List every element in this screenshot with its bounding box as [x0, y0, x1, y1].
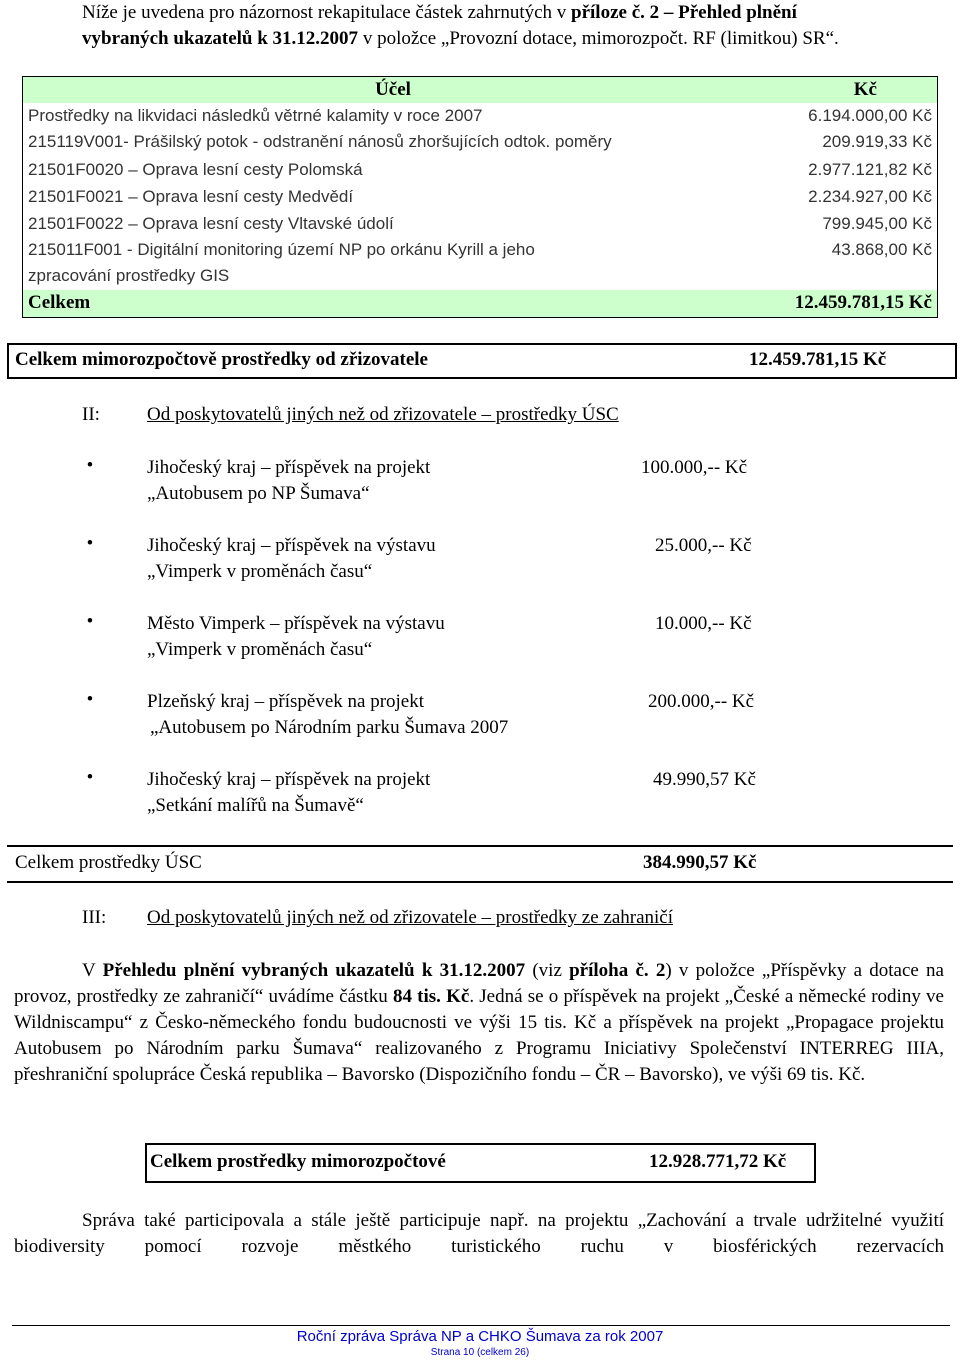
- usc-item-amount: 49.990,57 Kč: [653, 769, 756, 790]
- usc-item: [147, 533, 436, 585]
- usc-item-line2: „Autobusem po Národním parku Šumava 2007: [150, 717, 509, 738]
- usc-item-line1: Jihočeský kraj – příspěvek na projekt: [147, 769, 431, 790]
- summary-total-box: [145, 1143, 816, 1183]
- table-total-row: [23, 290, 937, 317]
- intro-line-2-text: v položce „Provozní dotace, mimorozpočt. RF (limitkou) SR“.: [358, 28, 839, 49]
- table-header-row: [23, 77, 937, 103]
- closing-paragraph: [14, 1208, 944, 1260]
- bullet: •: [86, 611, 94, 632]
- row-amount: 6.194.000,00 Kč: [808, 106, 932, 125]
- total-amount: 12.459.781,15 Kč: [794, 292, 932, 313]
- row-amount: 2.234.927,00 Kč: [808, 187, 932, 206]
- usc-item: [147, 767, 430, 819]
- row-purpose: 215119V001- Prášilský potok - odstranění nánosů zhoršujících odtok. poměry: [28, 132, 612, 151]
- usc-item-line2: „Vimperk v proměnách času“: [147, 561, 373, 582]
- row-purpose: 21501F0021 – Oprava lesní cesty Medvědí: [28, 187, 354, 206]
- bullet: •: [86, 689, 94, 710]
- row-amount: 209.919,33 Kč: [822, 132, 932, 151]
- intro-line-1-bold: příloze č. 2 – Přehled plnění: [571, 2, 797, 23]
- usc-total-box: [7, 845, 953, 883]
- intro-line-2-bold: vybraných ukazatelů k 31.12.2007: [82, 28, 359, 49]
- usc-item-amount: 10.000,-- Kč: [655, 613, 752, 634]
- header-purpose: Účel: [375, 79, 411, 100]
- foreign-funds-paragraph: [14, 958, 944, 1088]
- usc-item-amount: 200.000,-- Kč: [648, 691, 755, 712]
- intro-line-1-text: Níže je uvedena pro názornost rekapitulace částek zahrnutých v: [82, 2, 572, 23]
- row-purpose: 21501F0022 – Oprava lesní cesty Vltavské údolí: [28, 214, 394, 233]
- usc-item-line1: Jihočeský kraj – příspěvek na výstavu: [147, 535, 436, 556]
- row-amount: 2.977.121,82 Kč: [808, 160, 932, 179]
- usc-total-amount: 384.990,57 Kč: [643, 852, 757, 873]
- footer-page-number: Strana 10 (celkem 26): [430, 1347, 530, 1358]
- row-purpose: 215011F001 - Digitální monitoring území NP po orkánu Kyrill a jeho: [28, 240, 535, 259]
- usc-item: [147, 689, 508, 741]
- summary-founder-label: Celkem mimorozpočtově prostředky od zřizovatele: [15, 349, 428, 370]
- usc-item-amount: 25.000,-- Kč: [655, 535, 752, 556]
- usc-item: [147, 455, 430, 507]
- header-amount: Kč: [853, 79, 877, 100]
- usc-item-line1: Město Vimperk – příspěvek na výstavu: [147, 613, 445, 634]
- summary-total-amount: 12.928.771,72 Kč: [649, 1151, 787, 1172]
- row-amount: 799.945,00 Kč: [822, 214, 932, 233]
- usc-item-line1: Jihočeský kraj – příspěvek na projekt: [147, 457, 431, 478]
- bullet: •: [86, 533, 94, 554]
- bullet: •: [86, 767, 94, 788]
- summary-founder-amount: 12.459.781,15 Kč: [749, 349, 887, 370]
- row-amount: 43.868,00 Kč: [831, 240, 932, 259]
- intro-line-2: [82, 26, 942, 52]
- usc-item-amount: 100.000,-- Kč: [641, 457, 748, 478]
- summary-total-label: Celkem prostředky mimorozpočtové: [150, 1151, 446, 1172]
- summary-founder-box: [7, 343, 957, 379]
- usc-item: [147, 611, 445, 663]
- total-label: Celkem: [28, 292, 91, 313]
- section-3-number: III:: [82, 907, 107, 928]
- intro-text: [82, 0, 942, 52]
- usc-item-line1: Plzeňský kraj – příspěvek na projekt: [147, 691, 425, 712]
- usc-total-label: Celkem prostředky ÚSC: [15, 852, 202, 873]
- section-2-number: II:: [82, 404, 100, 425]
- row-purpose: Prostředky na likvidaci následků větrné kalamity v roce 2007: [28, 106, 483, 125]
- usc-item-line2: „Vimperk v proměnách času“: [147, 639, 373, 660]
- purpose-table: [22, 76, 938, 318]
- foreign-funds-text: V Přehledu plnění vybraných ukazatelů k 31.12.2007 (viz příloha č. 2) v položce „Příspěvky a dotace na provoz, prostředky ze zahraničí“ uvádíme částku 84 tis. Kč. Jedná se o příspěvek na projekt „České a německé rodiny ve Wildniscampu“ z Česko-německého fondu budoucnosti ve výši 15 tis. Kč a příspěvek na projekt „Propagace projektu Autobusem po Národním parku Šumava“ realizovaného z Programu Iniciativy Společenství INTERREG IIIA, přeshraniční spolupráce Česká republika – Bavorsko (Dispozičního fondu – ČR – Bavorsko), ve výši 69 tis. Kč.: [14, 960, 944, 1085]
- bullet: •: [86, 455, 94, 476]
- closing-text: Správa také participovala a stále ještě participuje např. na projektu „Zachování a trvale udržitelné využití biodiversity pomocí rozvoje městkého turistického ruchu v biosférických rezervacích: [14, 1210, 944, 1257]
- footer-title: Roční zpráva Správa NP a CHKO Šumava za rok 2007: [296, 1328, 664, 1345]
- intro-line-1: [82, 0, 942, 26]
- row-purpose: 21501F0020 – Oprava lesní cesty Polomská: [28, 160, 363, 179]
- usc-item-line2: „Setkání malířů na Šumavě“: [147, 795, 364, 816]
- usc-item-line2: „Autobusem po NP Šumava“: [147, 483, 370, 504]
- footer-divider: [12, 1325, 950, 1326]
- row-purpose-line2: zpracování prostředky GIS: [28, 266, 230, 285]
- section-3-title: Od poskytovatelů jiných než od zřizovatele – prostředky ze zahraničí: [147, 907, 673, 928]
- section-2-title: Od poskytovatelů jiných než od zřizovatele – prostředky ÚSC: [147, 404, 619, 425]
